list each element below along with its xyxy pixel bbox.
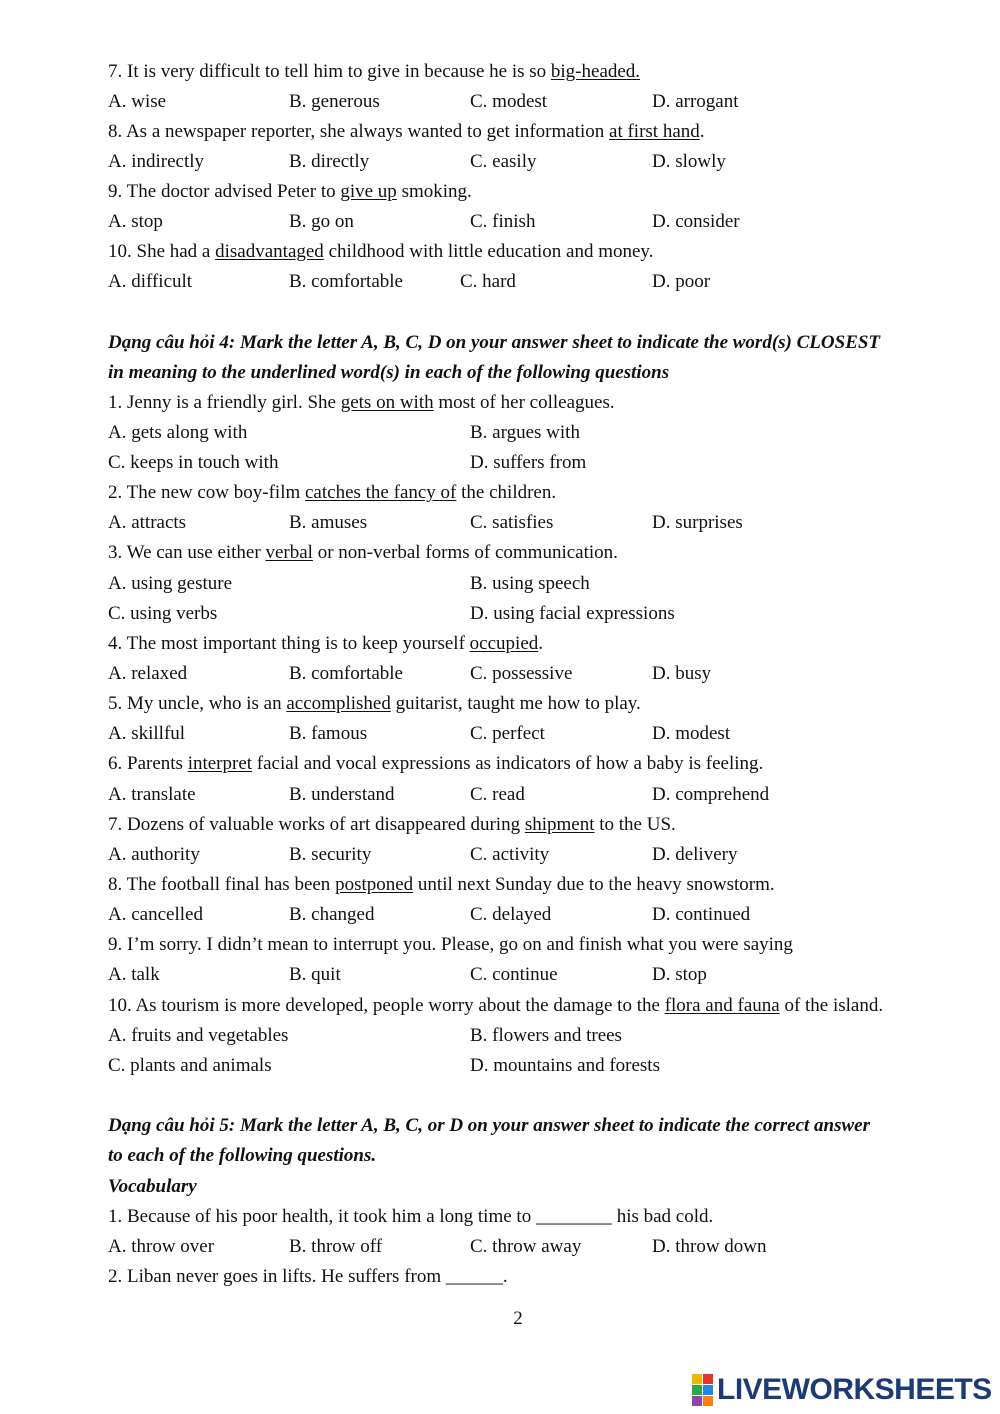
option-c: C. satisfies: [470, 512, 554, 533]
section5-heading-line2: to each of the following questions.: [108, 1145, 377, 1166]
question-text: 3. We can use either verbal or non-verbal forms of communication.: [108, 542, 618, 563]
section5-heading-line1: Dạng câu hỏi 5: Mark the letter A, B, C, or D on your answer sheet to indicate the correct answer: [108, 1115, 870, 1136]
option-c: C. modest: [470, 91, 548, 112]
question-text: 8. The football final has been postponed until next Sunday due to the heavy snowstorm.: [108, 874, 775, 895]
question-text: 4. The most important thing is to keep yourself occupied.: [108, 633, 543, 654]
question-text: 2. Liban never goes in lifts. He suffers from ______.: [108, 1266, 508, 1287]
option-d: D. stop: [652, 964, 707, 985]
option-c: C. read: [470, 784, 525, 805]
option-c: C. possessive: [470, 663, 573, 684]
section4-heading-line1: Dạng câu hỏi 4: Mark the letter A, B, C, D on your answer sheet to indicate the word(s) CLOSEST: [108, 332, 881, 353]
option-b: B. flowers and trees: [470, 1025, 622, 1046]
question-text: 1. Because of his poor health, it took him a long time to ________ his bad cold.: [108, 1206, 714, 1227]
option-a: A. attracts: [108, 512, 187, 533]
section5-subheading: Vocabulary: [108, 1176, 197, 1197]
option-a: A. relaxed: [108, 663, 188, 684]
option-b: B. understand: [289, 784, 395, 805]
option-a: A. translate: [108, 784, 196, 805]
option-b: B. argues with: [470, 422, 580, 443]
option-d: D. surprises: [652, 512, 743, 533]
option-a: A. stop: [108, 211, 163, 232]
option-c: C. using verbs: [108, 603, 218, 624]
option-b: B. directly: [289, 151, 370, 172]
option-b: B. comfortable: [289, 271, 403, 292]
option-c: C. hard: [460, 271, 516, 292]
question-text: 2. The new cow boy-film catches the fancy of the children.: [108, 482, 557, 503]
option-d: D. throw down: [652, 1236, 767, 1257]
option-a: A. indirectly: [108, 151, 205, 172]
option-b: B. quit: [289, 964, 341, 985]
option-c: C. perfect: [470, 723, 545, 744]
question-text: 6. Parents interpret facial and vocal expressions as indicators of how a baby is feeling.: [108, 753, 764, 774]
page-number: 2: [513, 1308, 523, 1329]
option-a: A. cancelled: [108, 904, 203, 925]
option-d: D. poor: [652, 271, 711, 292]
option-d: D. slowly: [652, 151, 726, 172]
option-d: D. modest: [652, 723, 731, 744]
option-d: D. delivery: [652, 844, 738, 865]
option-a: A. authority: [108, 844, 200, 865]
option-a: A. difficult: [108, 271, 193, 292]
option-c: C. easily: [470, 151, 537, 172]
option-d: D. busy: [652, 663, 712, 684]
option-a: A. fruits and vegetables: [108, 1025, 289, 1046]
option-b: B. generous: [289, 91, 380, 112]
option-a: A. using gesture: [108, 573, 233, 594]
option-c: C. keeps in touch with: [108, 452, 279, 473]
option-b: B. throw off: [289, 1236, 383, 1257]
question-text: 8. As a newspaper reporter, she always wanted to get information at first hand.: [108, 121, 705, 142]
option-c: C. plants and animals: [108, 1055, 272, 1076]
option-b: B. comfortable: [289, 663, 403, 684]
question-text: 5. My uncle, who is an accomplished guitarist, taught me how to play.: [108, 693, 641, 714]
question-text: 10. She had a disadvantaged childhood with little education and money.: [108, 241, 654, 262]
option-d: D. comprehend: [652, 784, 770, 805]
option-c: C. continue: [470, 964, 558, 985]
option-c: C. throw away: [470, 1236, 582, 1257]
option-b: B. changed: [289, 904, 375, 925]
option-c: C. activity: [470, 844, 550, 865]
question-text: 10. As tourism is more developed, people worry about the damage to the flora and fauna of the island.: [108, 995, 884, 1016]
option-a: A. talk: [108, 964, 160, 985]
question-text: 1. Jenny is a friendly girl. She gets on with most of her colleagues.: [108, 392, 615, 413]
option-b: B. go on: [289, 211, 354, 232]
option-d: D. suffers from: [470, 452, 587, 473]
liveworksheets-logo: [692, 1374, 992, 1406]
logo-mark-icon: [692, 1374, 713, 1406]
option-d: D. arrogant: [652, 91, 739, 112]
option-a: A. gets along with: [108, 422, 248, 443]
question-text: 7. Dozens of valuable works of art disappeared during shipment to the US.: [108, 814, 676, 835]
question-text: 9. The doctor advised Peter to give up smoking.: [108, 181, 472, 202]
option-b: B. famous: [289, 723, 368, 744]
option-d: D. using facial expressions: [470, 603, 675, 624]
option-d: D. mountains and forests: [470, 1055, 660, 1076]
question-text: 9. I’m sorry. I didn’t mean to interrupt you. Please, go on and finish what you were saying: [108, 934, 793, 955]
question-text: 7. It is very difficult to tell him to give in because he is so big-headed.: [108, 61, 641, 82]
option-a: A. skillful: [108, 723, 186, 744]
option-d: D. consider: [652, 211, 740, 232]
option-a: A. throw over: [108, 1236, 215, 1257]
option-b: B. using speech: [470, 573, 590, 594]
logo-text: LIVEWORKSHEETS: [717, 1373, 992, 1406]
option-a: A. wise: [108, 91, 167, 112]
option-c: C. finish: [470, 211, 536, 232]
option-b: B. security: [289, 844, 372, 865]
section4-heading-line2: in meaning to the underlined word(s) in each of the following questions: [108, 362, 670, 383]
option-d: D. continued: [652, 904, 751, 925]
option-c: C. delayed: [470, 904, 552, 925]
option-b: B. amuses: [289, 512, 368, 533]
